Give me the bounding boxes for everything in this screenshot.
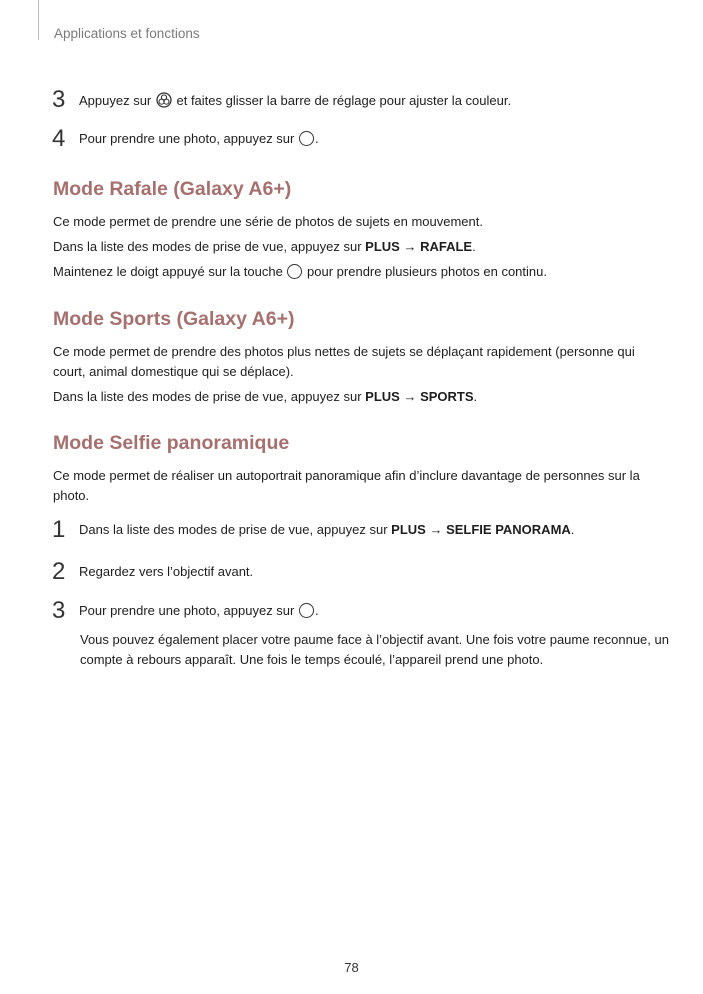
- page-number: 78: [344, 960, 359, 975]
- selfie-paragraph-1: Ce mode permet de réaliser un autoportrait panoramique afin d’inclure davantage de personnes sur la photo.: [53, 468, 640, 503]
- running-title: Applications et fonctions: [54, 26, 200, 41]
- step-number: 4: [52, 125, 66, 152]
- rafale-paragraph-2: Dans la liste des modes de prise de vue, appuyez sur PLUS → RAFALE.: [53, 239, 476, 254]
- step-text: Dans la liste des modes de prise de vue, appuyez sur PLUS → SELFIE PANORAMA.: [79, 522, 575, 537]
- step-text: Regardez vers l’objectif avant.: [79, 564, 254, 579]
- step-number: 3: [52, 597, 66, 624]
- shutter-icon: [299, 131, 314, 146]
- shutter-icon: [299, 603, 314, 618]
- sports-paragraph-1: Ce mode permet de prendre des photos plus nettes de sujets se déplaçant rapidement (personne qui court, animal domestique qui se déplace).: [53, 344, 635, 379]
- step-text: Pour prendre une photo, appuyez sur .: [79, 603, 319, 618]
- step-text: Appuyez sur et faites glisser la barre de réglage pour ajuster la couleur.: [79, 93, 512, 108]
- step-number: 2: [52, 558, 66, 585]
- shutter-icon: [287, 264, 302, 279]
- color-filter-icon: [156, 92, 172, 108]
- selfie-step-3-note: Vous pouvez également placer votre paume face à l’objectif avant. Une fois votre paume reconnue, un compte à rebours apparaît. Une fois le temps écoulé, l’appareil prend une photo.: [80, 632, 669, 667]
- margin-rule: [38, 0, 39, 40]
- step-text: Pour prendre une photo, appuyez sur .: [79, 131, 319, 146]
- section-title-rafale: Mode Rafale (Galaxy A6+): [53, 178, 292, 200]
- step-number: 1: [52, 516, 66, 543]
- section-title-sports: Mode Sports (Galaxy A6+): [53, 308, 295, 330]
- rafale-paragraph-3: Maintenez le doigt appuyé sur la touche pour prendre plusieurs photos en continu.: [53, 264, 547, 279]
- rafale-paragraph-1: Ce mode permet de prendre une série de photos de sujets en mouvement.: [53, 214, 483, 229]
- sports-paragraph-2: Dans la liste des modes de prise de vue, appuyez sur PLUS → SPORTS.: [53, 389, 478, 404]
- section-title-selfie: Mode Selfie panoramique: [53, 432, 290, 454]
- step-number: 3: [52, 86, 66, 113]
